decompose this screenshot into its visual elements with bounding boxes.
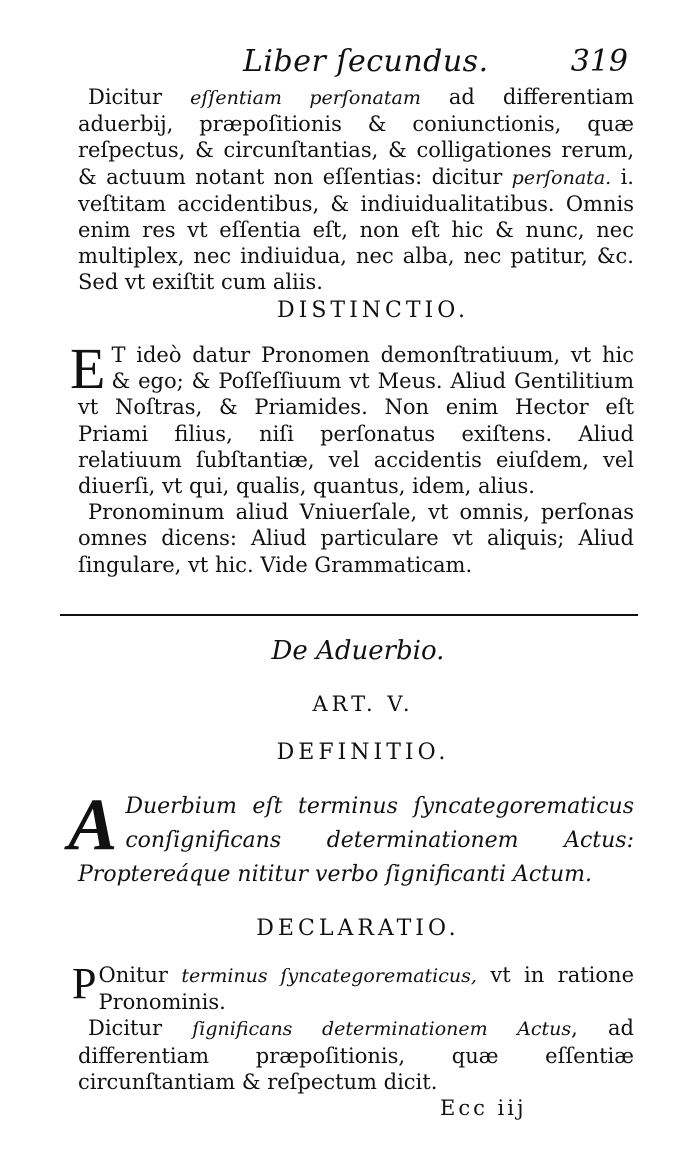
text-run: , ad differentiam præpoſitionis, quæ eſſentiæ circunſtantiam & reſpectum dicit. xyxy=(78,1016,634,1094)
paragraph-dicitur xyxy=(78,84,634,296)
drop-cap: E xyxy=(70,336,106,401)
italic-term: ſignificans determinationem Actus xyxy=(192,1018,572,1041)
italic-term: perſonata. xyxy=(511,166,612,189)
page-number: 319 xyxy=(570,44,628,79)
paragraph-pronominum xyxy=(78,499,634,578)
section-rule xyxy=(60,614,638,616)
running-title: Liber ſecundus. xyxy=(243,44,489,79)
opening-paragraph xyxy=(78,84,634,296)
text-run: vt in ratione Pronominis. xyxy=(98,963,634,1015)
text-run: i. veſtitam accidentibus, & indiuidualitatibus. Omnis enim res vt eſſentia eſt, non eſt hic & nunc, nec multiplex, nec indiuidua, nec alba, nec patitur, &c. Sed vt exiſtit cum aliis. xyxy=(78,164,634,295)
paragraph-pronomen xyxy=(70,336,634,499)
definitio-block xyxy=(68,784,634,892)
drop-cap: P xyxy=(72,959,97,1008)
text-run: Dicitur xyxy=(88,85,191,109)
paragraph-dicitur-2 xyxy=(78,1015,634,1095)
distinctio-block xyxy=(70,336,634,578)
heading-definitio: DEFINITIO. xyxy=(276,740,450,765)
running-head xyxy=(78,44,628,84)
signature-mark: Ecc iij xyxy=(440,1096,527,1120)
declaratio-block xyxy=(72,959,634,1095)
heading-declaratio: DECLARATIO. xyxy=(256,916,460,941)
paragraph-ponitur xyxy=(72,959,634,1015)
section-title: De Aduerbio. xyxy=(271,636,445,666)
text-run: Dicitur xyxy=(88,1016,193,1041)
italic-term: eſſentiam perſonatam xyxy=(190,87,421,109)
text-run: Duerbium eſt terminus ſyncategorematicus conſignificans determinationem Actus: Proptereáque nititur verbo ſignificanti Actum. xyxy=(78,794,634,887)
text-run: Onitur xyxy=(98,963,182,987)
heading-distinctio: DISTINCTIO. xyxy=(277,298,469,323)
article-label: ART. V. xyxy=(312,692,414,716)
text-run: ad differentiam aduerbij, præpoſitionis & coniunctionis, quæ reſpectus, & circunſtantias, & colligationes rerum, & actuum notant non eſſentias: dicitur xyxy=(78,85,635,189)
italic-term: terminus ſyncategorematicus, xyxy=(181,965,477,987)
drop-cap: A xyxy=(68,784,118,866)
paragraph-definition xyxy=(68,784,634,892)
text-run: Pronominum aliud Vniuerſale, vt omnis, perſonas omnes dicens: Aliud particulare vt aliquis; Aliud ſingulare, vt hic. Vide Grammaticam. xyxy=(78,500,634,577)
text-run: T ideò datur Pronomen demonſtratiuum, vt hic & ego; & Poſſeſſiuum vt Meus. Aliud Gentilitium vt Noſtras, & Priamides. Non enim Hector eſt Priami filius, niſi perſonatus exiſtens. Aliud relatiuum ſubſtantiæ, vel accidentis eiuſdem, vel diuerſi, vt qui, qualis, quantus, idem, alius. xyxy=(78,343,634,499)
